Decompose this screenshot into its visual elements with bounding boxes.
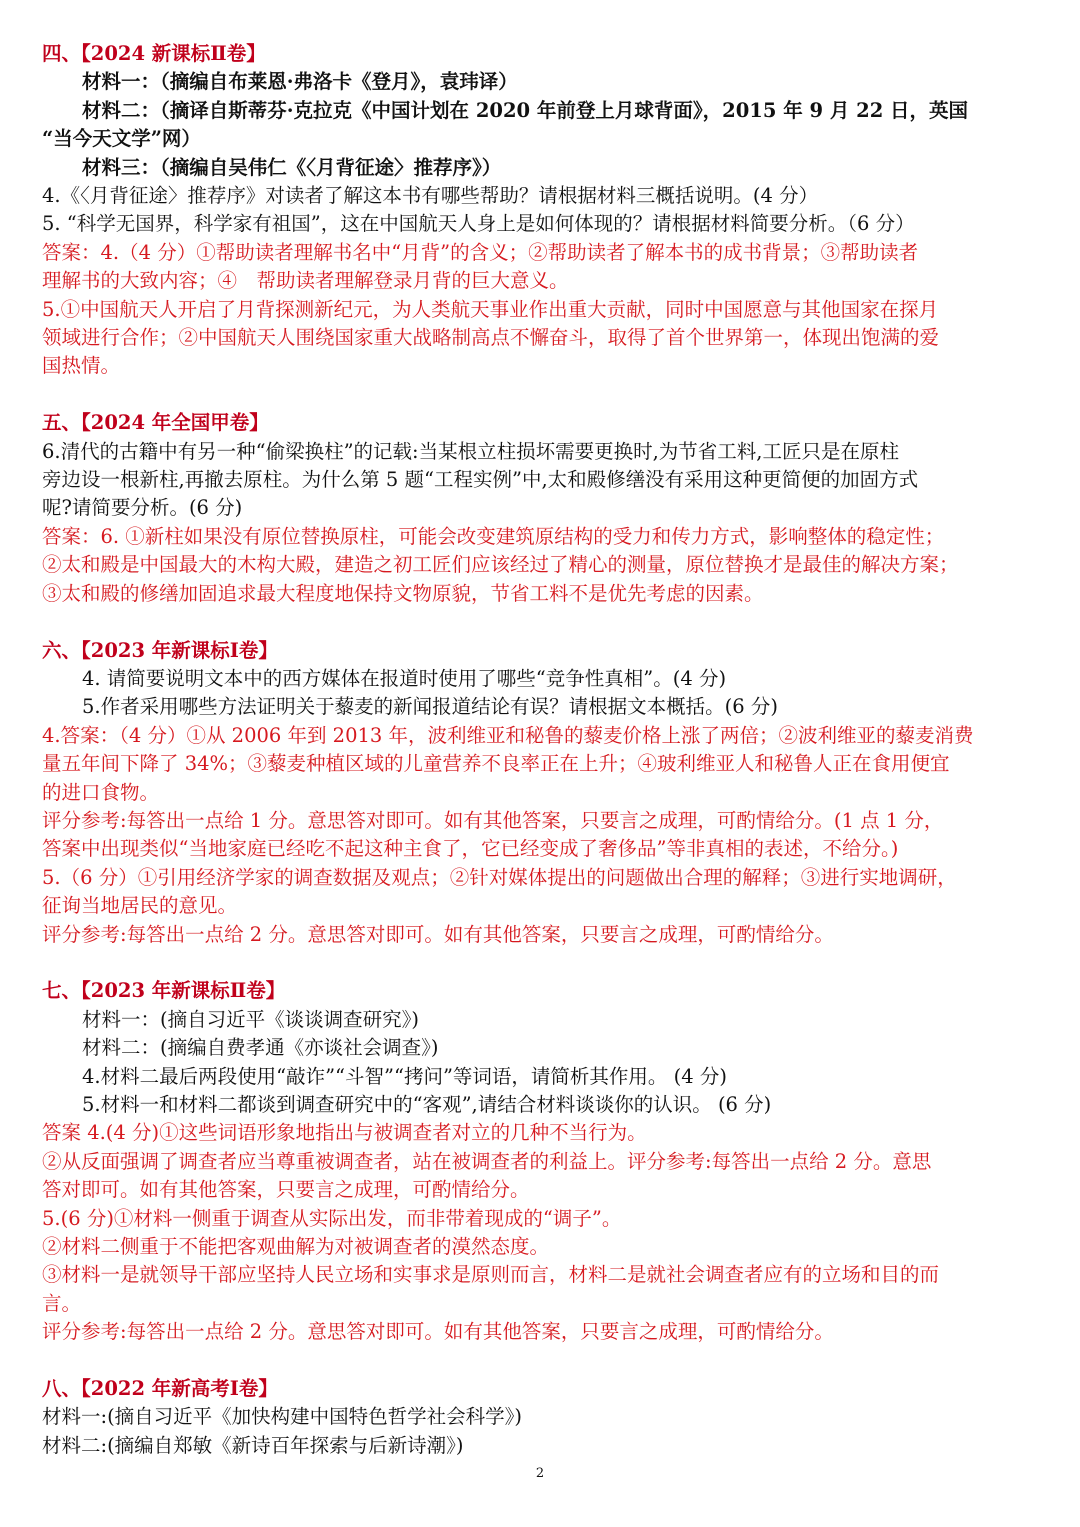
answer-line: 言。 bbox=[42, 1291, 82, 1315]
page-number: 2 bbox=[535, 1466, 545, 1481]
answer-line: 答对即可。如有其他答案，只要言之成理，可酌情给分。 bbox=[42, 1178, 530, 1202]
answer-line: 4.答案：（4 分）①从 2006 年到 2013 年，波利维亚和秘鲁的藜麦价格上涨了两倍；②波利维亚的藜麦消费 bbox=[42, 723, 974, 747]
question-line: 5.作者采用哪些方法证明关于藜麦的新闻报道结论有误？请根据文本概括。(6 分) bbox=[82, 695, 778, 719]
material-line: 材料二：(摘编自费孝通《亦谈社会调查》) bbox=[82, 1036, 439, 1060]
question-line: 旁边设一根新柱,再撤去原柱。为什么第 5 题“工程实例”中,太和殿修缮没有采用这种更简便的加固方式 bbox=[42, 468, 919, 492]
question-line: 6.清代的古籍中有另一种“偷梁换柱”的记载:当某根立柱损坏需要更换时,为节省工料,工匠只是在原柱 bbox=[42, 439, 900, 463]
answer-line: 征询当地居民的意见。 bbox=[42, 894, 238, 918]
section-heading: 七、【2023 年新课标Ⅱ卷】 bbox=[42, 979, 286, 1003]
material-line: 材料二:(摘编自郑敏《新诗百年探索与后新诗潮》) bbox=[42, 1433, 464, 1457]
question-line: 呢?请简要分析。(6 分) bbox=[42, 496, 243, 520]
question-line: 4.《〈月背征途〉推荐序》对读者了解这本书有哪些帮助？请根据材料三概括说明。(4 分） bbox=[42, 184, 819, 208]
scoring-line: 评分参考:每答出一点给 2 分。意思答对即可。如有其他答案，只要言之成理，可酌情给分。 bbox=[42, 1320, 834, 1344]
material-line: 材料二：（摘译自斯蒂芬·克拉克《中国计划在 2020 年前登上月球背面》，2015 年 9 月 22 日，英国 bbox=[82, 98, 969, 122]
answer-line: 的进口食物。 bbox=[42, 780, 160, 804]
material-line: “当今天文学”网） bbox=[42, 127, 201, 151]
section-gap bbox=[42, 381, 1042, 409]
question-line: 5.材料一和材料二都谈到调查研究中的“客观”,请结合材料谈谈你的认识。 (6 分) bbox=[82, 1092, 772, 1116]
answer-line: 答案 4.(4 分)①这些词语形象地指出与被调查者对立的几种不当行为。 bbox=[42, 1121, 647, 1145]
section-heading: 五、【2024 年全国甲卷】 bbox=[42, 411, 269, 435]
scoring-line: 评分参考:每答出一点给 2 分。意思答对即可。如有其他答案，只要言之成理，可酌情给分。 bbox=[42, 922, 834, 946]
section-gap bbox=[42, 1347, 1042, 1375]
answer-line: 答案：4.（4 分）①帮助读者理解书名中“月背”的含义；②帮助读者了解本书的成书背景；③帮助读者 bbox=[42, 240, 919, 264]
section-heading: 六、【2023 年新课标Ⅰ卷】 bbox=[42, 638, 278, 662]
question-line: 5. “科学无国界，科学家有祖国”，这在中国航天人身上是如何体现的？请根据材料简要分析。（6 分） bbox=[42, 212, 915, 236]
scoring-line: 评分参考:每答出一点给 1 分。意思答对即可。如有其他答案，只要言之成理，可酌情给分。(1 点 1 分， bbox=[42, 808, 944, 832]
answer-line: 量五年间下降了 34%；③藜麦种植区域的儿童营养不良率正在上升；④玻利维亚人和秘鲁人正在食用便宜 bbox=[42, 752, 950, 776]
answer-line: 5.(6 分)①材料一侧重于调查从实际出发，而非带着现成的“调子”。 bbox=[42, 1206, 622, 1230]
material-line: 材料三：（摘编自吴伟仁《〈月背征途〉推荐序》） bbox=[82, 155, 502, 179]
section-gap bbox=[42, 608, 1042, 636]
material-line: 材料一：（摘编自布莱恩·弗洛卡《登月》，袁玮译） bbox=[82, 70, 518, 94]
answer-line: ③材料一是就领导干部应坚持人民立场和实事求是原则而言，材料二是就社会调查者应有的立场和目的而 bbox=[42, 1263, 940, 1287]
answer-line: 5.（6 分）①引用经济学家的调查数据及观点；②针对媒体提出的问题做出合理的解释；③进行实地调研， bbox=[42, 865, 957, 889]
question-line: 4. 请简要说明文本中的西方媒体在报道时使用了哪些“竞争性真相”。(4 分) bbox=[82, 666, 727, 690]
document-page bbox=[42, 40, 1042, 1460]
answer-line: ③太和殿的修缮加固追求最大程度地保持文物原貌，节省工料不是优先考虑的因素。 bbox=[42, 581, 764, 605]
section-heading: 四、【2024 新课标Ⅱ卷】 bbox=[42, 42, 266, 65]
answer-line: 领域进行合作；②中国航天人围绕国家重大战略制高点不懈奋斗，取得了首个世界第一，体现出饱满的爱 bbox=[42, 326, 940, 350]
section-gap bbox=[42, 949, 1042, 977]
answer-line: 5.①中国航天人开启了月背探测新纪元，为人类航天事业作出重大贡献，同时中国愿意与其他国家在探月 bbox=[42, 297, 939, 321]
answer-line: 答案：6. ①新柱如果没有原位替换原柱，可能会改变建筑原结构的受力和传力方式，影响整体的稳定性； bbox=[42, 524, 945, 548]
material-line: 材料一:(摘自习近平《加快构建中国特色哲学社会科学》) bbox=[42, 1405, 523, 1429]
answer-line: ②材料二侧重于不能把客观曲解为对被调查者的漠然态度。 bbox=[42, 1235, 550, 1259]
answer-line: 国热情。 bbox=[42, 354, 121, 378]
answer-line: 理解书的大致内容；④ 帮助读者理解登录月背的巨大意义。 bbox=[42, 269, 569, 293]
answer-line: ②太和殿是中国最大的木构大殿，建造之初工匠们应该经过了精心的测量，原位替换才是最佳的解决方案； bbox=[42, 553, 959, 577]
answer-line: ②从反面强调了调查者应当尊重被调查者，站在被调查者的利益上。评分参考:每答出一点给 2 分。意思 bbox=[42, 1149, 932, 1173]
scoring-line: 答案中出现类似“当地家庭已经吃不起这种主食了，它已经变成了奢侈品”等非真相的表述，不给分。) bbox=[42, 837, 899, 861]
section-heading: 八、【2022 年新高考Ⅰ卷】 bbox=[42, 1377, 278, 1401]
material-line: 材料一：(摘自习近平《谈谈调查研究》) bbox=[82, 1007, 419, 1031]
question-line: 4.材料二最后两段使用“敲诈”“斗智”“拷问”等词语，请简析其作用。 (4 分) bbox=[82, 1064, 727, 1088]
